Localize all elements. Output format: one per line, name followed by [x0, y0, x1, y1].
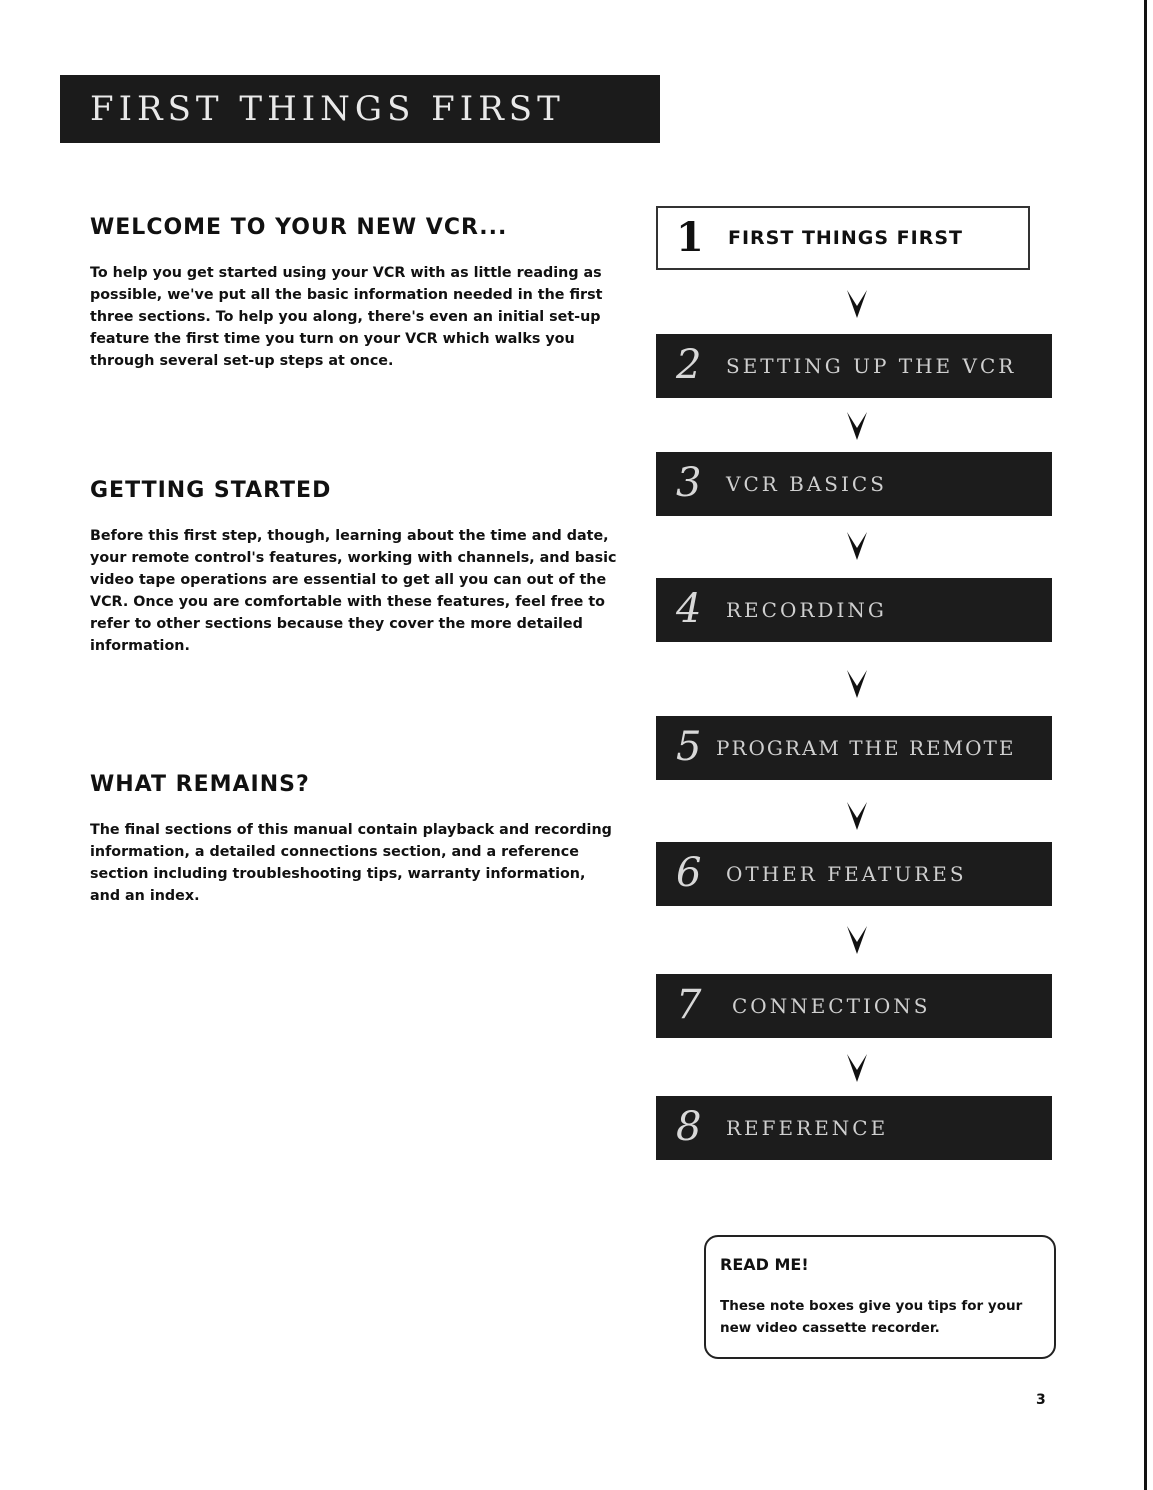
note-text: These note boxes give you tips for your new video cassette recorder.	[720, 1298, 1023, 1336]
step-number: 7	[676, 982, 702, 1028]
step-label: OTHER FEATURES	[726, 862, 967, 886]
section-body: Before this first step, though, learning about the time and date, your remote control's features, working with channels, and basic video tape operations are essential to get all you can out of the VCR. Once you are comfortable with these features, feel free to refer to other sections because they cover the more detailed information.	[90, 528, 617, 654]
section-welcome	[90, 215, 620, 372]
step-label: RECORDING	[726, 598, 887, 622]
step-label: SETTING UP THE VCR	[726, 354, 1017, 378]
section-getting-started	[90, 478, 620, 657]
chevron-down-icon	[845, 1052, 869, 1084]
step-label: REFERENCE	[726, 1116, 889, 1140]
section-heading: GETTING STARTED	[90, 478, 332, 503]
step-number: 1	[676, 214, 704, 261]
step-number: 2	[676, 342, 702, 388]
step-label: VCR BASICS	[726, 472, 887, 496]
step-connections	[656, 974, 1052, 1038]
chapter-header-bar	[60, 75, 660, 143]
step-first-things-first	[656, 206, 1030, 270]
chevron-down-icon	[845, 288, 869, 320]
step-vcr-basics	[656, 452, 1052, 516]
step-other-features	[656, 842, 1052, 906]
section-body: To help you get started using your VCR with as little reading as possible, we've put all the basic information needed in the first three sections. To help you along, there's even an initial set-up feature the first time you turn on your VCR which walks you through several set-up steps at once.	[90, 265, 603, 369]
section-heading: WHAT REMAINS?	[90, 772, 310, 797]
chevron-down-icon	[845, 800, 869, 832]
step-number: 6	[676, 850, 702, 896]
note-title: READ ME!	[720, 1255, 809, 1274]
chevron-down-icon	[845, 668, 869, 700]
step-number: 3	[676, 460, 702, 506]
step-label: CONNECTIONS	[732, 994, 931, 1018]
step-number: 5	[676, 724, 702, 770]
section-what-remains	[90, 772, 620, 907]
step-program-the-remote	[656, 716, 1052, 780]
step-recording	[656, 578, 1052, 642]
read-me-note-box	[704, 1235, 1056, 1359]
chapter-title: FIRST THINGS FIRST	[90, 89, 565, 129]
step-reference	[656, 1096, 1052, 1160]
step-number: 4	[676, 586, 702, 632]
step-setting-up-the-vcr	[656, 334, 1052, 398]
step-label: PROGRAM THE REMOTE	[716, 736, 1016, 760]
step-label: FIRST THINGS FIRST	[728, 227, 963, 249]
chevron-down-icon	[845, 530, 869, 562]
page-edge-rule	[1144, 0, 1147, 1490]
page-number: 3	[1036, 1392, 1046, 1408]
chevron-down-icon	[845, 924, 869, 956]
section-body: The final sections of this manual contain playback and recording information, a detailed connections section, and a reference section including troubleshooting tips, warranty information, and an index.	[90, 822, 612, 904]
section-heading: WELCOME TO YOUR NEW VCR...	[90, 215, 508, 240]
step-number: 8	[676, 1104, 702, 1150]
chevron-down-icon	[845, 410, 869, 442]
